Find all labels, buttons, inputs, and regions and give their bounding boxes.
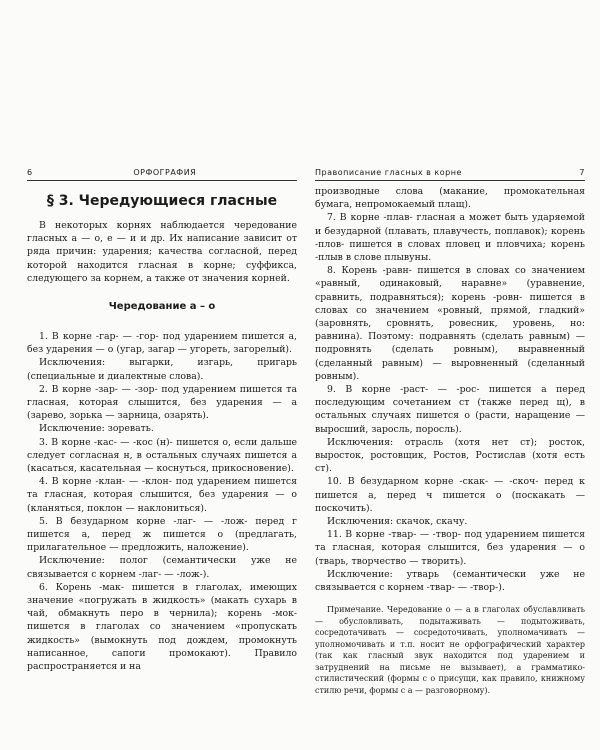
paragraph: 5. В безударном корне -лаг- — -лож- перед г пишется а, перед ж пишется о (предлагать, прилагательное — предложить, наложение).: [27, 515, 297, 554]
paragraph: Исключения: скачок, скачу.: [327, 516, 468, 528]
paragraph: Исключения: выгарки, изгарь, пригарь (специальные и диалектные слова).: [27, 357, 297, 382]
note-paragraph: Примечание. Чередование о — а в глаголах обуславливать — обусловливать, подытаживать — подытоживать, сосредотачивать — сосредоточивать, уполномачивать — уполномочивать и т.п. носит не орфографический характер (так как гласный звук находится под ударением и затруднений на письме не вызывает), а грамматико-стилистический (формы с о присущи, как правило, книжному стилю речи, формы с а — разговорному).: [315, 605, 585, 695]
paragraph: производные слова (макание, промокательная бумага, непромокаемый плащ).: [315, 186, 585, 211]
paragraph: Исключения: отрасль (хотя нет ст); росток, выросток, ростовщик, Ростов, Ростислав (хотя есть ст).: [315, 436, 585, 475]
paragraph: 6. Корень -мак- пишется в глаголах, имеющих значение «погружать в жидкость» (макать сухарь в чай, обмакнуть перо в чернила); корень -мок- пишется в глаголах со значением «пропускать жидкость» (вымокнуть под дождем, промокнуть написанное, сапоги промокают). Правило распространяется и на: [27, 581, 297, 673]
running-title: ОРФОГРАФИЯ: [133, 168, 197, 177]
subheading: Чередование а – о: [108, 301, 216, 313]
section-title: § 3. Чередующиеся гласные: [46, 193, 278, 209]
right-page: [315, 168, 585, 704]
paragraph: 1. В корне -гар- — -гор- под ударением пишется а, без ударения — о (угар, загар — угореть, загорелый).: [27, 331, 297, 356]
paragraph: Исключение: зоревать.: [39, 423, 154, 435]
intro-paragraph: В некоторых корнях наблюдается чередование гласных а — о, е — и и др. Их написание зависит от ряда причин: ударения; качества согласной, перед которой находится гласная в корне; суффикса, следующего за корнем, а также от значения корней.: [27, 220, 297, 284]
paragraph: 4. В корне -клан- — -клон- под ударением пишется та гласная, которая слышится, без ударения — о (кланяться, поклон — наклониться).: [27, 476, 297, 514]
page-number: 6: [27, 168, 33, 177]
paragraph: 11. В корне -твар- — -твор- под ударением пишется та гласная, которая слышится, без ударения — о (тварь, творчество — творить).: [315, 529, 585, 567]
running-title: Правописание гласных в корне: [315, 168, 462, 177]
paragraph: 9. В корне -раст- — -рос- пишется а перед последующим сочетанием ст (также перед щ), в остальных случаях пишется о (расти, наращение — выросший, заросль, поросль).: [315, 384, 585, 435]
paragraph: 2. В корне -зар- — -зор- под ударением пишется та гласная, которая слышится, без ударения — а (зарево, зорька — зарница, озарять).: [27, 383, 297, 422]
paragraph: 10. В безударном корне -скак- — -скоч- перед к пишется а, перед ч пишется о (поскакать — поскочить).: [315, 476, 585, 514]
paragraph: 7. В корне -плав- гласная а может быть ударяемой и безударной (плавать, плавучесть, поплавок); корень -плов- пишется в словах пловец и пловчиха; корень -плыв в слове плывуны.: [315, 212, 585, 264]
paragraph: 8. Корень -равн- пишется в словах со значением «равный, одинаковый, наравне» (уравнение, сравнить, подравняться); корень -ровн- пишется в словах со значением «ровный, прямой, гладкий» (заровнять, сровнять, ровесник, уровень, но: равнина). Поэтому: подравнять (сделать равным) — подровнять (сделать ровным), выравненный (сделанный равным) — выровненный (сделанный ровным).: [315, 265, 585, 382]
running-head-right: [315, 168, 585, 181]
paragraph: Исключение: полог (семантически уже не связывается с корнем -лаг- — -лож-).: [27, 555, 297, 580]
paragraph: Исключение: утварь (семантически уже не связывается с корнем -твар- — -твор-).: [315, 568, 585, 594]
paragraph: 3. В корне -кас- — -кос (н)- пишется о, если дальше следует согласная н, в остальных случаях пишется а (касаться, касательная — коснуться, прикосновение).: [27, 436, 297, 475]
left-page: [27, 168, 297, 673]
running-head-left: [27, 168, 297, 181]
page-number: 7: [579, 168, 585, 177]
